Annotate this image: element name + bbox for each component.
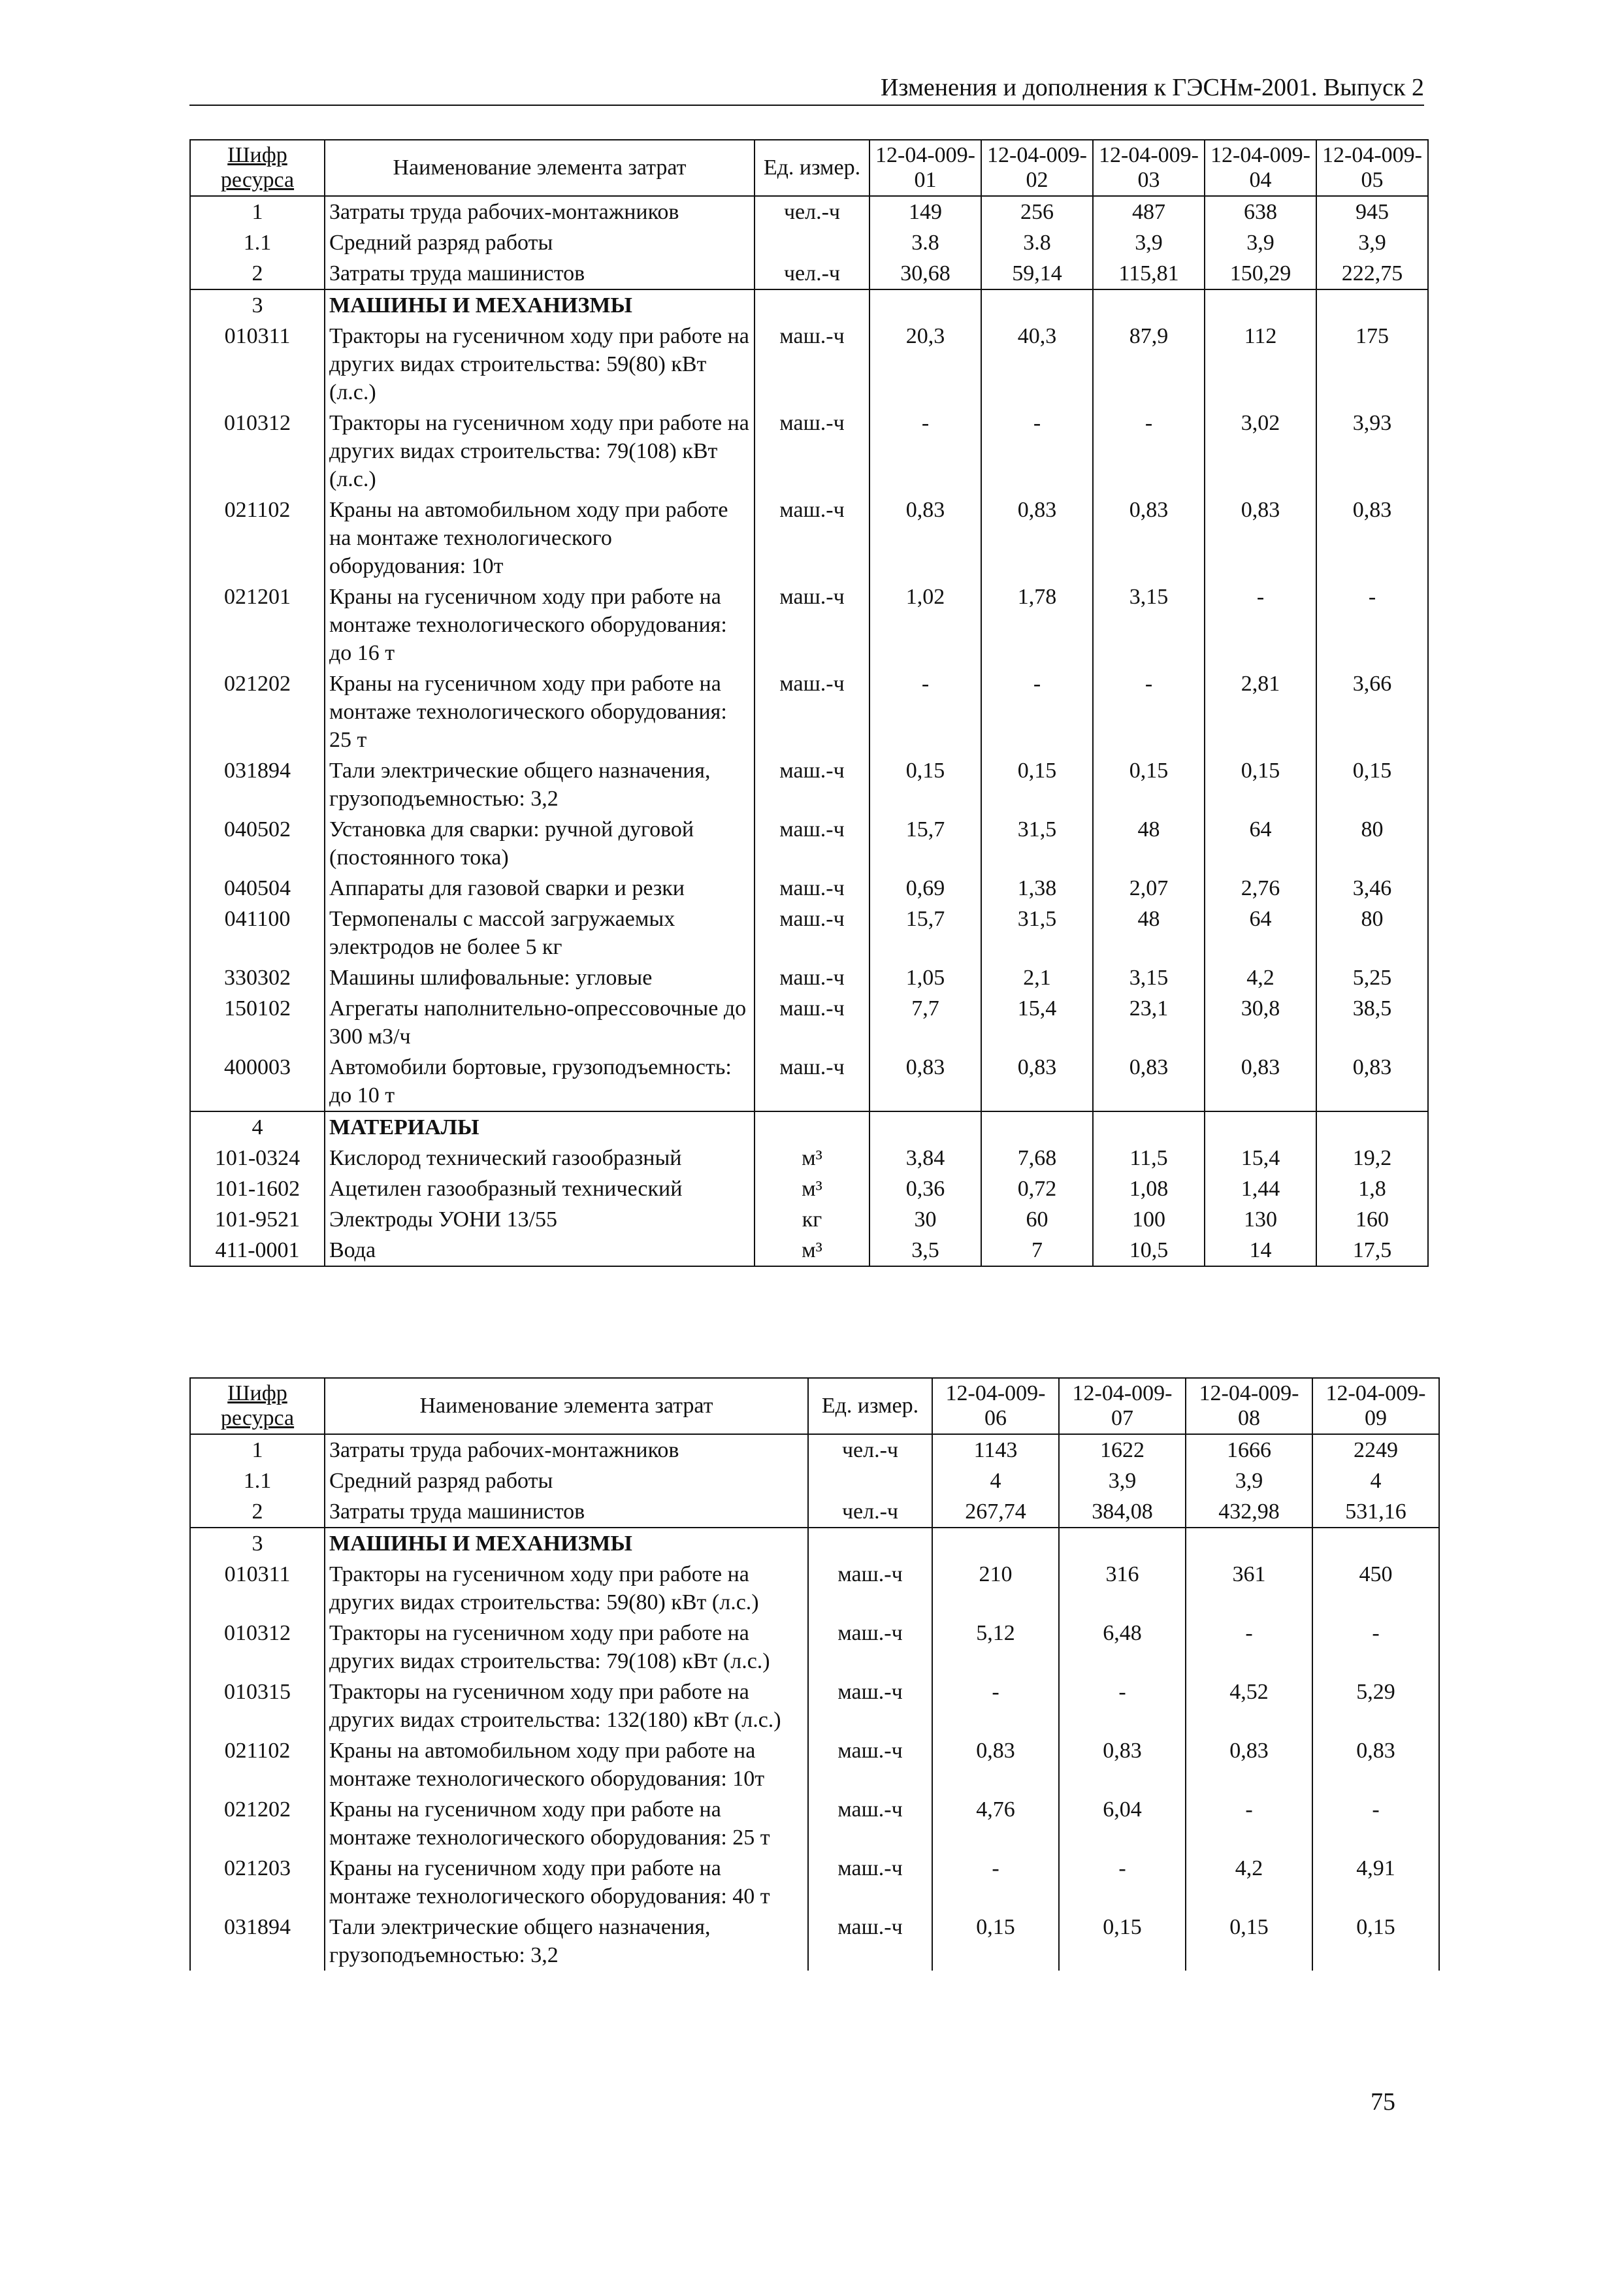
cell-name: Ацетилен газообразный технический bbox=[325, 1173, 755, 1204]
table-row bbox=[190, 755, 1428, 814]
cell-code: 010315 bbox=[190, 1677, 325, 1735]
cell-code: 021102 bbox=[190, 1735, 325, 1794]
cell-code: 101-0324 bbox=[190, 1143, 325, 1173]
cell-name: Краны на гусеничном ходу при работе на монтаже технологического оборудования: 40 т bbox=[325, 1853, 808, 1912]
table-header-row bbox=[190, 140, 1428, 196]
cell-value: 2249 bbox=[1312, 1434, 1439, 1466]
cell-value: 638 bbox=[1205, 196, 1316, 227]
header-name: Наименование элемента затрат bbox=[325, 140, 755, 196]
cell-value bbox=[1093, 289, 1205, 321]
cell-value: 0,83 bbox=[869, 495, 981, 582]
cell-value: 5,12 bbox=[932, 1618, 1059, 1677]
cell-value bbox=[1316, 1111, 1428, 1143]
cell-value: 0,83 bbox=[932, 1735, 1059, 1794]
header-col: 12-04-009-04 bbox=[1205, 140, 1316, 196]
cell-value: 3.8 bbox=[981, 227, 1093, 258]
cell-value: 30 bbox=[869, 1204, 981, 1235]
cell-value: 0,83 bbox=[869, 1052, 981, 1111]
cell-value: - bbox=[1205, 582, 1316, 668]
cell-code: 4 bbox=[190, 1111, 325, 1143]
cell-value: 31,5 bbox=[981, 814, 1093, 873]
cell-value: 256 bbox=[981, 196, 1093, 227]
cell-code: 031894 bbox=[190, 755, 325, 814]
cell-unit bbox=[808, 1466, 932, 1496]
cell-unit: маш.-ч bbox=[755, 755, 869, 814]
cell-value: 17,5 bbox=[1316, 1235, 1428, 1266]
cell-unit bbox=[755, 1111, 869, 1143]
table-row bbox=[190, 1111, 1428, 1143]
table-row bbox=[190, 1794, 1439, 1853]
cell-name: Тракторы на гусеничном ходу при работе на других видах строительства: 79(108) кВт (л.с.) bbox=[325, 1618, 808, 1677]
resource-table-1 bbox=[189, 139, 1429, 1267]
cell-unit: маш.-ч bbox=[755, 904, 869, 962]
cell-value: 3,46 bbox=[1316, 873, 1428, 904]
cell-value: 15,7 bbox=[869, 814, 981, 873]
cell-code: 021201 bbox=[190, 582, 325, 668]
cell-code: 2 bbox=[190, 1496, 325, 1528]
table-row bbox=[190, 289, 1428, 321]
cell-value: - bbox=[1312, 1794, 1439, 1853]
table-row bbox=[190, 1735, 1439, 1794]
cell-value: 4,76 bbox=[932, 1794, 1059, 1853]
cell-code: 101-9521 bbox=[190, 1204, 325, 1235]
cell-unit: маш.-ч bbox=[808, 1618, 932, 1677]
cell-value: 2,1 bbox=[981, 962, 1093, 993]
cell-value: 175 bbox=[1316, 321, 1428, 408]
cell-value: 361 bbox=[1186, 1559, 1312, 1618]
cell-value: 4 bbox=[932, 1466, 1059, 1496]
cell-code: 010311 bbox=[190, 1559, 325, 1618]
cell-code: 1.1 bbox=[190, 1466, 325, 1496]
header-code: Шифр ресурса bbox=[190, 140, 325, 196]
cell-name: Установка для сварки: ручной дуговой (постоянного тока) bbox=[325, 814, 755, 873]
cell-code: 041100 bbox=[190, 904, 325, 962]
cell-name: Тали электрические общего назначения, грузоподъемностью: 3,2 bbox=[325, 1912, 808, 1971]
cell-code: 3 bbox=[190, 289, 325, 321]
cell-value: 30,68 bbox=[869, 258, 981, 289]
cell-value: 0,72 bbox=[981, 1173, 1093, 1204]
cell-value bbox=[1093, 1111, 1205, 1143]
cell-value: 432,98 bbox=[1186, 1496, 1312, 1528]
cell-value: 130 bbox=[1205, 1204, 1316, 1235]
cell-value: 210 bbox=[932, 1559, 1059, 1618]
table-row bbox=[190, 1143, 1428, 1173]
cell-value: 3,66 bbox=[1316, 668, 1428, 755]
header-code: Шифр ресурса bbox=[190, 1378, 325, 1434]
cell-unit: маш.-ч bbox=[755, 408, 869, 495]
table-row bbox=[190, 1528, 1439, 1559]
table-header-row bbox=[190, 1378, 1439, 1434]
cell-value bbox=[869, 289, 981, 321]
table-row bbox=[190, 993, 1428, 1052]
header-col: 12-04-009-07 bbox=[1059, 1378, 1186, 1434]
cell-value: 0,83 bbox=[1205, 495, 1316, 582]
cell-unit bbox=[755, 227, 869, 258]
cell-value: 0,83 bbox=[1059, 1735, 1186, 1794]
cell-name: Краны на гусеничном ходу при работе на монтаже технологического оборудования: 25 т bbox=[325, 1794, 808, 1853]
cell-value: 59,14 bbox=[981, 258, 1093, 289]
cell-value: 19,2 bbox=[1316, 1143, 1428, 1173]
cell-value: 1666 bbox=[1186, 1434, 1312, 1466]
cell-name: Электроды УОНИ 13/55 bbox=[325, 1204, 755, 1235]
cell-name: Тракторы на гусеничном ходу при работе на других видах строительства: 59(80) кВт (л.с.) bbox=[325, 321, 755, 408]
cell-value: 100 bbox=[1093, 1204, 1205, 1235]
cell-value: 7,7 bbox=[869, 993, 981, 1052]
cell-name: Краны на гусеничном ходу при работе на монтаже технологического оборудования: 25 т bbox=[325, 668, 755, 755]
cell-value: 316 bbox=[1059, 1559, 1186, 1618]
cell-value: 0,83 bbox=[1093, 495, 1205, 582]
cell-value: 6,48 bbox=[1059, 1618, 1186, 1677]
table-row bbox=[190, 1677, 1439, 1735]
table-row bbox=[190, 668, 1428, 755]
table-row bbox=[190, 258, 1428, 289]
cell-value: - bbox=[932, 1853, 1059, 1912]
cell-value: 487 bbox=[1093, 196, 1205, 227]
page-number: 75 bbox=[1371, 2088, 1395, 2116]
cell-name: Автомобили бортовые, грузоподъемность: до 10 т bbox=[325, 1052, 755, 1111]
cell-value: 6,04 bbox=[1059, 1794, 1186, 1853]
cell-name: Краны на автомобильном ходу при работе на монтаже технологического оборудования: 10т bbox=[325, 495, 755, 582]
cell-value: 3.8 bbox=[869, 227, 981, 258]
cell-value bbox=[1205, 1111, 1316, 1143]
cell-value: 64 bbox=[1205, 814, 1316, 873]
header-title: Изменения и дополнения к ГЭСНм-2001. Выпуск 2 bbox=[880, 74, 1424, 101]
cell-code: 040502 bbox=[190, 814, 325, 873]
cell-value: 2,81 bbox=[1205, 668, 1316, 755]
cell-unit: маш.-ч bbox=[755, 495, 869, 582]
cell-value: 48 bbox=[1093, 904, 1205, 962]
table-row bbox=[190, 1496, 1439, 1528]
cell-value: 3,5 bbox=[869, 1235, 981, 1266]
cell-value: 11,5 bbox=[1093, 1143, 1205, 1173]
cell-value: - bbox=[1186, 1794, 1312, 1853]
cell-value: 1,38 bbox=[981, 873, 1093, 904]
table-row bbox=[190, 873, 1428, 904]
cell-value: 0,83 bbox=[1316, 495, 1428, 582]
cell-value: 3,9 bbox=[1059, 1466, 1186, 1496]
cell-name: Тракторы на гусеничном ходу при работе на других видах строительства: 132(180) кВт (л.с.) bbox=[325, 1677, 808, 1735]
header-col: 12-04-009-05 bbox=[1316, 140, 1428, 196]
cell-name: Машины шлифовальные: угловые bbox=[325, 962, 755, 993]
cell-unit: маш.-ч bbox=[755, 1052, 869, 1111]
cell-value: 450 bbox=[1312, 1559, 1439, 1618]
cell-unit: маш.-ч bbox=[755, 321, 869, 408]
cell-value: 15,4 bbox=[981, 993, 1093, 1052]
cell-value: 149 bbox=[869, 196, 981, 227]
cell-value: 150,29 bbox=[1205, 258, 1316, 289]
cell-code: 040504 bbox=[190, 873, 325, 904]
cell-value: 7 bbox=[981, 1235, 1093, 1266]
cell-value: - bbox=[1316, 582, 1428, 668]
resource-table-2 bbox=[189, 1377, 1440, 1971]
page-header bbox=[189, 71, 1424, 106]
cell-value bbox=[932, 1528, 1059, 1559]
cell-value: 0,83 bbox=[1312, 1735, 1439, 1794]
table-row bbox=[190, 1853, 1439, 1912]
cell-value bbox=[1312, 1528, 1439, 1559]
cell-value: 30,8 bbox=[1205, 993, 1316, 1052]
cell-value: 1,78 bbox=[981, 582, 1093, 668]
cell-value: 945 bbox=[1316, 196, 1428, 227]
cell-value: 15,4 bbox=[1205, 1143, 1316, 1173]
cell-value: 4 bbox=[1312, 1466, 1439, 1496]
cell-value: - bbox=[1059, 1677, 1186, 1735]
cell-value: 0,15 bbox=[1093, 755, 1205, 814]
cell-code: 010312 bbox=[190, 408, 325, 495]
cell-value: 4,2 bbox=[1186, 1853, 1312, 1912]
cell-value: 0,15 bbox=[1186, 1912, 1312, 1971]
cell-value: 1,05 bbox=[869, 962, 981, 993]
cell-unit: кг bbox=[755, 1204, 869, 1235]
cell-code: 3 bbox=[190, 1528, 325, 1559]
table-row bbox=[190, 1173, 1428, 1204]
cell-value: 23,1 bbox=[1093, 993, 1205, 1052]
cell-name: Тракторы на гусеничном ходу при работе на других видах строительства: 79(108) кВт (л.с.) bbox=[325, 408, 755, 495]
header-col: 12-04-009-09 bbox=[1312, 1378, 1439, 1434]
cell-value: 1,44 bbox=[1205, 1173, 1316, 1204]
header-col: 12-04-009-08 bbox=[1186, 1378, 1312, 1434]
cell-value bbox=[1316, 289, 1428, 321]
cell-unit: чел.-ч bbox=[808, 1496, 932, 1528]
cell-value: 1622 bbox=[1059, 1434, 1186, 1466]
cell-unit: маш.-ч bbox=[755, 873, 869, 904]
cell-value: 3,9 bbox=[1316, 227, 1428, 258]
table-row bbox=[190, 1559, 1439, 1618]
cell-name: МАТЕРИАЛЫ bbox=[325, 1111, 755, 1143]
cell-value bbox=[981, 289, 1093, 321]
cell-unit: чел.-ч bbox=[755, 258, 869, 289]
cell-code: 1 bbox=[190, 196, 325, 227]
table-row bbox=[190, 495, 1428, 582]
cell-value bbox=[869, 1111, 981, 1143]
cell-value: 0,15 bbox=[1059, 1912, 1186, 1971]
cell-value: 40,3 bbox=[981, 321, 1093, 408]
cell-unit: чел.-ч bbox=[755, 196, 869, 227]
table-row bbox=[190, 1204, 1428, 1235]
cell-value: 1143 bbox=[932, 1434, 1059, 1466]
cell-unit bbox=[755, 289, 869, 321]
cell-name: Агрегаты наполнительно-опрессовочные до 300 м3/ч bbox=[325, 993, 755, 1052]
cell-value bbox=[1205, 289, 1316, 321]
table-row bbox=[190, 196, 1428, 227]
cell-value: 531,16 bbox=[1312, 1496, 1439, 1528]
cell-unit bbox=[808, 1528, 932, 1559]
cell-value: 0,15 bbox=[1316, 755, 1428, 814]
cell-value: 0,15 bbox=[869, 755, 981, 814]
cell-value: 14 bbox=[1205, 1235, 1316, 1266]
cell-name: Затраты труда рабочих-монтажников bbox=[325, 196, 755, 227]
cell-name: Вода bbox=[325, 1235, 755, 1266]
cell-value: 3,9 bbox=[1205, 227, 1316, 258]
cell-value: 0,15 bbox=[1205, 755, 1316, 814]
table-row bbox=[190, 1618, 1439, 1677]
table-row bbox=[190, 1052, 1428, 1111]
cell-value: 112 bbox=[1205, 321, 1316, 408]
cell-name: Тракторы на гусеничном ходу при работе на других видах строительства: 59(80) кВт (л.с.) bbox=[325, 1559, 808, 1618]
cell-value: 0,83 bbox=[1205, 1052, 1316, 1111]
cell-value: 7,68 bbox=[981, 1143, 1093, 1173]
cell-value: 38,5 bbox=[1316, 993, 1428, 1052]
cell-code: 400003 bbox=[190, 1052, 325, 1111]
cell-value: 384,08 bbox=[1059, 1496, 1186, 1528]
cell-value: 20,3 bbox=[869, 321, 981, 408]
cell-value: 3,9 bbox=[1186, 1466, 1312, 1496]
cell-value: 4,91 bbox=[1312, 1853, 1439, 1912]
cell-value: 48 bbox=[1093, 814, 1205, 873]
table-row bbox=[190, 962, 1428, 993]
cell-value: 4,2 bbox=[1205, 962, 1316, 993]
cell-value: - bbox=[1059, 1853, 1186, 1912]
cell-value: 160 bbox=[1316, 1204, 1428, 1235]
header-col: 12-04-009-03 bbox=[1093, 140, 1205, 196]
cell-name: Средний разряд работы bbox=[325, 1466, 808, 1496]
cell-code: 021102 bbox=[190, 495, 325, 582]
cell-code: 021203 bbox=[190, 1853, 325, 1912]
cell-code: 330302 bbox=[190, 962, 325, 993]
cell-value: - bbox=[981, 668, 1093, 755]
cell-unit: м³ bbox=[755, 1173, 869, 1204]
cell-value: - bbox=[869, 668, 981, 755]
cell-value: 2,07 bbox=[1093, 873, 1205, 904]
cell-code: 411-0001 bbox=[190, 1235, 325, 1266]
cell-value: 80 bbox=[1316, 814, 1428, 873]
cell-value: 5,29 bbox=[1312, 1677, 1439, 1735]
cell-value: 0,69 bbox=[869, 873, 981, 904]
cell-code: 2 bbox=[190, 258, 325, 289]
cell-value: 10,5 bbox=[1093, 1235, 1205, 1266]
cell-unit: маш.-ч bbox=[755, 993, 869, 1052]
cell-value: 0,15 bbox=[932, 1912, 1059, 1971]
cell-unit: маш.-ч bbox=[808, 1912, 932, 1971]
cell-unit: маш.-ч bbox=[808, 1677, 932, 1735]
cell-name: Термопеналы с массой загружаемых электродов не более 5 кг bbox=[325, 904, 755, 962]
cell-value: 60 bbox=[981, 1204, 1093, 1235]
cell-name: Аппараты для газовой сварки и резки bbox=[325, 873, 755, 904]
cell-code: 1.1 bbox=[190, 227, 325, 258]
table-row bbox=[190, 1466, 1439, 1496]
cell-value: - bbox=[1093, 668, 1205, 755]
cell-value: 5,25 bbox=[1316, 962, 1428, 993]
cell-value: - bbox=[1312, 1618, 1439, 1677]
cell-name: Кислород технический газообразный bbox=[325, 1143, 755, 1173]
table-row bbox=[190, 904, 1428, 962]
cell-name: Краны на гусеничном ходу при работе на монтаже технологического оборудования: до 16 т bbox=[325, 582, 755, 668]
cell-name: Краны на автомобильном ходу при работе на монтаже технологического оборудования: 10т bbox=[325, 1735, 808, 1794]
cell-value bbox=[1059, 1528, 1186, 1559]
cell-unit: маш.-ч bbox=[808, 1853, 932, 1912]
cell-value: 3,02 bbox=[1205, 408, 1316, 495]
cell-value: 3,93 bbox=[1316, 408, 1428, 495]
cell-value: 0,83 bbox=[981, 1052, 1093, 1111]
table-row bbox=[190, 1912, 1439, 1971]
cell-value bbox=[1186, 1528, 1312, 1559]
cell-name: МАШИНЫ И МЕХАНИЗМЫ bbox=[325, 289, 755, 321]
table-row bbox=[190, 814, 1428, 873]
cell-value: 64 bbox=[1205, 904, 1316, 962]
table-row bbox=[190, 1235, 1428, 1266]
cell-code: 031894 bbox=[190, 1912, 325, 1971]
cell-unit: маш.-ч bbox=[755, 814, 869, 873]
cell-value: 0,83 bbox=[1316, 1052, 1428, 1111]
cell-value: 87,9 bbox=[1093, 321, 1205, 408]
cell-name: Тали электрические общего назначения, грузоподъемностью: 3,2 bbox=[325, 755, 755, 814]
cell-value: - bbox=[981, 408, 1093, 495]
cell-unit: маш.-ч bbox=[755, 962, 869, 993]
cell-unit: маш.-ч bbox=[808, 1559, 932, 1618]
cell-value: - bbox=[1093, 408, 1205, 495]
header-col: 12-04-009-01 bbox=[869, 140, 981, 196]
cell-value: 3,15 bbox=[1093, 962, 1205, 993]
cell-value: 0,83 bbox=[1093, 1052, 1205, 1111]
cell-value: - bbox=[869, 408, 981, 495]
cell-unit: маш.-ч bbox=[755, 582, 869, 668]
cell-value: 0,15 bbox=[1312, 1912, 1439, 1971]
cell-unit: маш.-ч bbox=[808, 1794, 932, 1853]
table-row bbox=[190, 408, 1428, 495]
cell-value: 1,02 bbox=[869, 582, 981, 668]
cell-value: 115,81 bbox=[1093, 258, 1205, 289]
cell-value: 267,74 bbox=[932, 1496, 1059, 1528]
header-col: 12-04-009-06 bbox=[932, 1378, 1059, 1434]
header-name: Наименование элемента затрат bbox=[325, 1378, 808, 1434]
cell-value: 80 bbox=[1316, 904, 1428, 962]
cell-value bbox=[981, 1111, 1093, 1143]
cell-value: 1,08 bbox=[1093, 1173, 1205, 1204]
table-row bbox=[190, 227, 1428, 258]
cell-code: 150102 bbox=[190, 993, 325, 1052]
cell-name: Средний разряд работы bbox=[325, 227, 755, 258]
cell-name: МАШИНЫ И МЕХАНИЗМЫ bbox=[325, 1528, 808, 1559]
table-row bbox=[190, 1434, 1439, 1466]
cell-value: 3,15 bbox=[1093, 582, 1205, 668]
cell-value: 0,36 bbox=[869, 1173, 981, 1204]
cell-value: 15,7 bbox=[869, 904, 981, 962]
cell-value: 0,83 bbox=[1186, 1735, 1312, 1794]
cell-code: 010312 bbox=[190, 1618, 325, 1677]
cell-unit: маш.-ч bbox=[755, 668, 869, 755]
cell-value: 222,75 bbox=[1316, 258, 1428, 289]
cell-value: 4,52 bbox=[1186, 1677, 1312, 1735]
cell-value: - bbox=[1186, 1618, 1312, 1677]
header-unit: Ед. измер. bbox=[755, 140, 869, 196]
cell-unit: маш.-ч bbox=[808, 1735, 932, 1794]
header-col: 12-04-009-02 bbox=[981, 140, 1093, 196]
cell-name: Затраты труда машинистов bbox=[325, 1496, 808, 1528]
cell-unit: чел.-ч bbox=[808, 1434, 932, 1466]
cell-code: 021202 bbox=[190, 1794, 325, 1853]
cell-value: 2,76 bbox=[1205, 873, 1316, 904]
table-row bbox=[190, 321, 1428, 408]
cell-unit: м³ bbox=[755, 1235, 869, 1266]
cell-code: 1 bbox=[190, 1434, 325, 1466]
header-unit: Ед. измер. bbox=[808, 1378, 932, 1434]
cell-value: 31,5 bbox=[981, 904, 1093, 962]
cell-value: 3,84 bbox=[869, 1143, 981, 1173]
cell-value: - bbox=[932, 1677, 1059, 1735]
cell-value: 1,8 bbox=[1316, 1173, 1428, 1204]
cell-value: 0,83 bbox=[981, 495, 1093, 582]
cell-value: 3,9 bbox=[1093, 227, 1205, 258]
cell-value: 0,15 bbox=[981, 755, 1093, 814]
cell-code: 010311 bbox=[190, 321, 325, 408]
cell-code: 101-1602 bbox=[190, 1173, 325, 1204]
cell-code: 021202 bbox=[190, 668, 325, 755]
cell-unit: м³ bbox=[755, 1143, 869, 1173]
cell-name: Затраты труда рабочих-монтажников bbox=[325, 1434, 808, 1466]
cell-name: Затраты труда машинистов bbox=[325, 258, 755, 289]
table-row bbox=[190, 582, 1428, 668]
